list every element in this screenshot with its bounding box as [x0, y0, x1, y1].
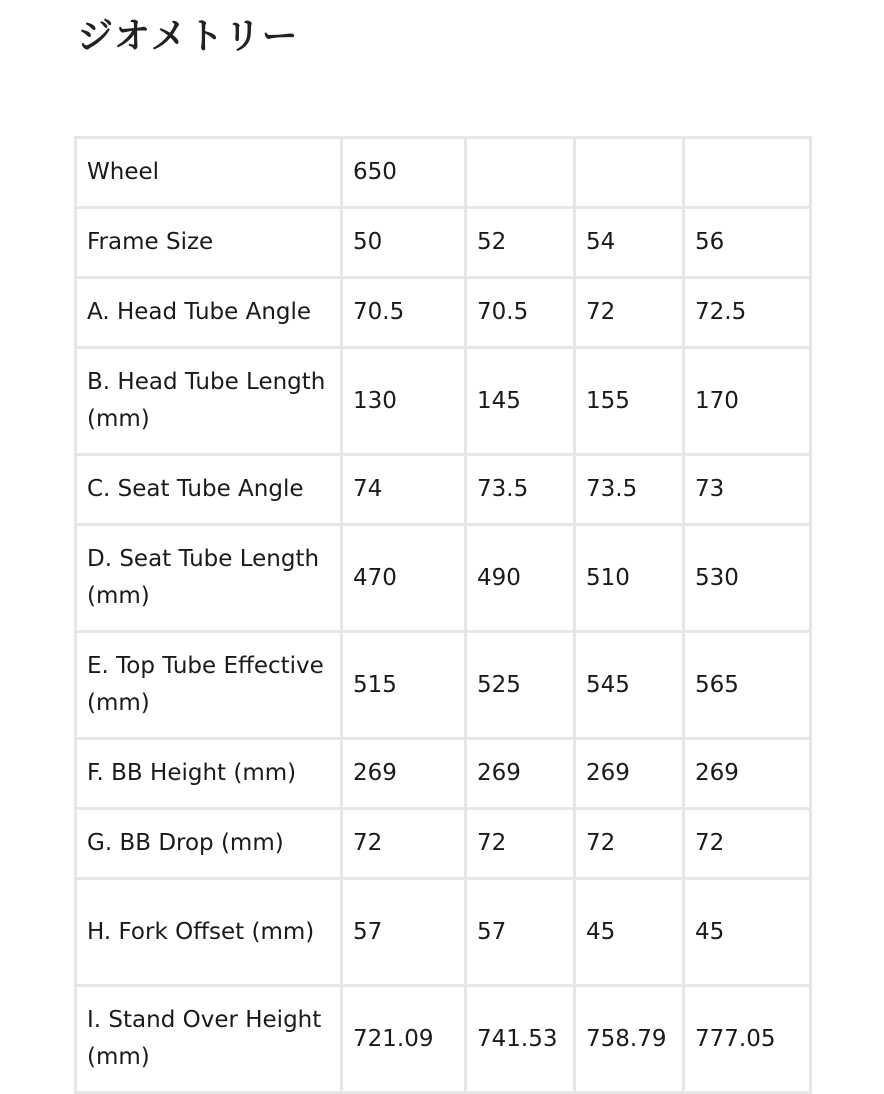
row-label: E. Top Tube Effective (mm) — [76, 632, 342, 739]
table-cell: 758.79 — [575, 986, 684, 1093]
table-row — [76, 632, 811, 739]
geometry-table-body — [76, 138, 811, 1093]
row-label: H. Fork Offset (mm) — [76, 879, 342, 986]
table-row — [76, 278, 811, 348]
row-label: A. Head Tube Angle — [76, 278, 342, 348]
table-cell: 155 — [575, 348, 684, 455]
table-cell: 73 — [684, 455, 811, 525]
table-cell: 72 — [575, 809, 684, 879]
table-cell: 565 — [684, 632, 811, 739]
table-cell: 721.09 — [342, 986, 466, 1093]
table-cell: 269 — [342, 739, 466, 809]
row-label: B. Head Tube Length (mm) — [76, 348, 342, 455]
table-cell: 72 — [342, 809, 466, 879]
table-cell: 525 — [466, 632, 575, 739]
page-title: ジオメトリー — [77, 16, 299, 57]
table-cell: 777.05 — [684, 986, 811, 1093]
table-cell — [575, 138, 684, 208]
table-cell: 57 — [342, 879, 466, 986]
table-cell: 52 — [466, 208, 575, 278]
table-cell: 269 — [575, 739, 684, 809]
table-cell: 72 — [466, 809, 575, 879]
table-cell: 56 — [684, 208, 811, 278]
table-row — [76, 138, 811, 208]
table-cell: 741.53 — [466, 986, 575, 1093]
table-cell: 72.5 — [684, 278, 811, 348]
table-cell: 70.5 — [342, 278, 466, 348]
table-cell: 130 — [342, 348, 466, 455]
table-cell: 145 — [466, 348, 575, 455]
row-label: F. BB Height (mm) — [76, 739, 342, 809]
table-row — [76, 348, 811, 455]
row-label: Frame Size — [76, 208, 342, 278]
table-cell: 490 — [466, 525, 575, 632]
table-cell: 530 — [684, 525, 811, 632]
table-cell: 470 — [342, 525, 466, 632]
table-cell: 73.5 — [575, 455, 684, 525]
row-label: I. Stand Over Height (mm) — [76, 986, 342, 1093]
table-row — [76, 208, 811, 278]
table-row — [76, 986, 811, 1093]
table-cell: 72 — [575, 278, 684, 348]
table-row — [76, 525, 811, 632]
table-cell: 57 — [466, 879, 575, 986]
table-cell: 70.5 — [466, 278, 575, 348]
table-cell: 74 — [342, 455, 466, 525]
table-cell: 269 — [684, 739, 811, 809]
table-row — [76, 739, 811, 809]
table-cell — [466, 138, 575, 208]
table-cell: 72 — [684, 809, 811, 879]
row-label: C. Seat Tube Angle — [76, 455, 342, 525]
table-cell: 650 — [342, 138, 466, 208]
table-cell: 515 — [342, 632, 466, 739]
table-row — [76, 879, 811, 986]
row-label: D. Seat Tube Length (mm) — [76, 525, 342, 632]
table-row — [76, 809, 811, 879]
table-cell — [684, 138, 811, 208]
table-cell: 45 — [575, 879, 684, 986]
table-cell: 545 — [575, 632, 684, 739]
row-label: G. BB Drop (mm) — [76, 809, 342, 879]
table-cell: 45 — [684, 879, 811, 986]
table-row — [76, 455, 811, 525]
table-cell: 50 — [342, 208, 466, 278]
row-label: Wheel — [76, 138, 342, 208]
table-cell: 54 — [575, 208, 684, 278]
table-cell: 510 — [575, 525, 684, 632]
table-cell: 170 — [684, 348, 811, 455]
table-cell: 269 — [466, 739, 575, 809]
geometry-table — [74, 136, 812, 1094]
table-cell: 73.5 — [466, 455, 575, 525]
